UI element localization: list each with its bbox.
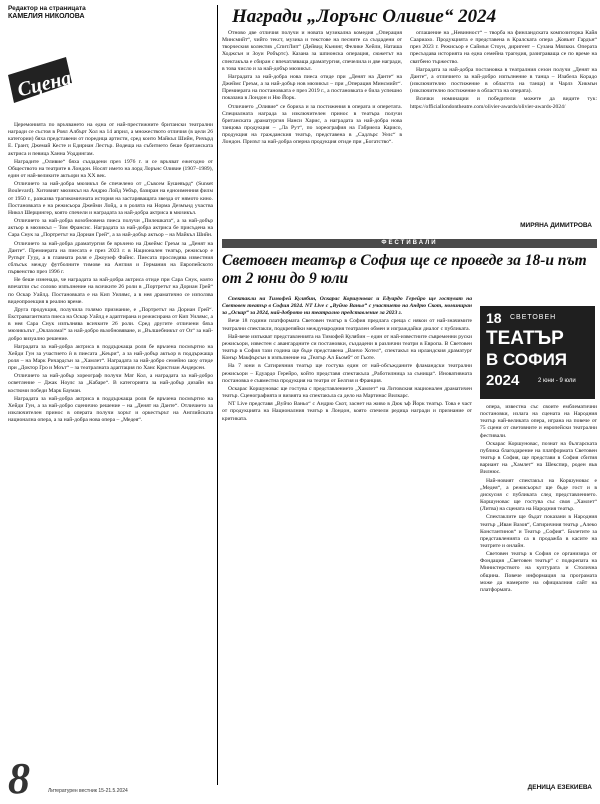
article-title: Награди „Лорънс Оливие“ 2024 <box>232 6 497 27</box>
poster-year: 2024 <box>486 372 520 389</box>
festival-column-b <box>480 404 597 779</box>
poster-dates: 2 юни - 9 юли <box>538 378 576 384</box>
festival-paragraph: Вече 18 години платформата Световен театър в София предлага среща с някои от най-значимите театрални спектакли, подкрепяйки международния театрален обмен и изграждайки диалог с публиката. <box>222 318 472 332</box>
festival-author: ДЕНИЦА ЕЗЕКИЕВА <box>527 784 592 791</box>
article1-paragraph: Отново две отличия получи и новата музикална комедия „Операция Минсмийт“, чийто текст, музика и текстове на песните са създадени от творческия колектив „СпитЛип“ (Дейвид Кънинг, Фелике Хейли, Наташа Ходжсън и Зоуи Робъртс). Казана за шпионска операция, сюжетът на спектакъла е сбиран с впечатляваща драматургия, спечелила и две награди, в това число и за най-добър мюзикъл. <box>222 30 402 72</box>
article1-paragraph: Всички номинации и победители можете да видите тук: https://officiallondontheatre.com/olivier-awards/olivier-awards-2024/ <box>410 96 597 110</box>
article1-column-a <box>222 30 402 225</box>
section-logo-graphic <box>6 55 74 105</box>
editor-name: КАМЕЛИЯ НИКОЛОВА <box>8 13 85 21</box>
poster-number: 18 <box>486 310 502 326</box>
festival-paragraph: Оскарас Коршуновас ще гостува с представлението „Хамлет“ на Литовския национален драматичен театър. Сценографията и визията на спектакъла са дело на Мартинас Вилкарс. <box>222 385 472 400</box>
article1-author: МИРЯНА ДИМИТРОВА <box>520 222 592 229</box>
left-paragraph: Отличието за най-добър хореограф получи Мат Кол, а наградата за най-добро осветление – Джак Ноулс за „Кабаре“. В категорията за най-добър дизайн на костюми победи Марк Бауман. <box>8 373 213 394</box>
festival-paragraph: NT Live представя „Вуйчо Ваньо“ с Андрю Скот, заснет на живо в Дюк ъф Йорк театър. Това е част от продукцията на Националния театър в Лондон, която спечели редица награди и признание от критиката. <box>222 401 472 422</box>
poster-word2: В СОФИЯ <box>486 350 568 369</box>
article1-column-b <box>410 30 597 220</box>
left-paragraph: Наградата за най-добра актриса в поддържаща роля бе връчена посмъртно на Хейди Гун, а за най-добро сценично решение – на „Денят на Данте“. Отличието за изключителен принос в операта получи хорът и оркестърът на Английската национална опера, а за най-добра нова опера – „Медея“. <box>8 395 213 424</box>
column-divider <box>217 5 218 785</box>
article1-paragraph: Отличието „Оливие“ се бориха и за постижения в операта и оперетата. Специалната награда за изключителен принос в театъра получи британската драматургия Нанси Харис, а наградата за най-добра нова танцова продукция – „Ла Рут“, по хореография на Габриела Карисо, продукция на гражданския театър, представена в „Садлърс Уелс“ в Лондон. Призът за най-добра оперна продукция отиде при „Богатство“. <box>222 103 402 146</box>
section-logo-text: Сцена <box>15 66 74 102</box>
festival-paragraph: Най-новият спектакъл на Коршуновас е „Медея“, а режисьорът ще бъде гост и в дискусия с публиката след представлението. Коршуновас ще гостува със своя „Хамлет“ (Литва) на сцената на Народния театър. <box>480 477 597 513</box>
left-paragraph: Отличието за най-добра драматургия бе връчено на Джеймс Греъм за „Денят на Данте“. Премиерата на пиесата е през 2023 г. в Национален театър, режисьор е Рупърт Гууд, а в главната роля е Джоузеф Файнс. Пиесата проследява известния сблъсък между футболните тимове на Англия и Германия на Европейското първенство през 1996 г. <box>8 240 213 276</box>
article1-paragraph: Наградата за най-добра постановка в театралния сезон получи „Денят на Данте“, а отличието за най-добро изпълнение в танца – Изабела Корадо (изключително постижение в областта на танца) и Чарлз Хикмън (изключително постижение в областта на операта). <box>410 66 597 95</box>
festival-paragraph: Най-вече изпъкват представленията на Тимофей Кулябин – един от най-известните съвременни руски режисьори, известен с авангардните си постановки, създадени в различни театри в Европа. В Световен театър в София тази година ще бъде представена „Ванчо Хотел“, спектакъл на ирландския драматург Конър Макфърсън в изпълнение на „Театър Ал Бьомб“ от Гьоте. <box>222 333 472 362</box>
page-number: 8 <box>8 754 30 803</box>
festival-paragraph: опера, известна със своите емблематични постановки, излага на сцената на Народния театър най-великата опера, играна на повече от 75 сцени от световните и европейски театрални фестивали. <box>480 404 597 439</box>
left-paragraph: Не беше изненада, че наградата за най-добра актриса отиде при Сара Снук, която впечатли със солово изпълнение на всичките 26 роли в „Портретът на Дориан Грей“ по Оскар Уайлд. Постановката е на Кип Уилямс, а в нея драматично се използва видеопроекция в реално време. <box>8 277 213 305</box>
festival-paragraph: На 7 юни в Сатиричния театър ще гостува един от най-обсъжданите фламандски театрални режисьори – Едуардо Герейро, който представя спектакъла „Работилница за сънища“. Иновативната постановка е съвместна продукция на театри от Белгия и Франция. <box>222 363 472 384</box>
left-paragraph: Отличието за най-добра возобновена пиеса получи „Пилешката“, а за най-добър актьор в мюзикъл – Том Франсис. Наградата за най-добра актриса бе присъдена на Сара Снук за „Портретът на Дориан Грей“, а за най-добър актьор – на Майкъл Шийн. <box>8 218 213 239</box>
poster-word1: ТЕАТЪР <box>486 328 564 349</box>
festival-lede: Спектакли на Тимофей Кулябин, Оскарас Коршуновас и Едуардо Герейро ще гостуват на Световен театър в София 2024. NT Live с „Вуйчо Ваньо“ с участието на Андрю Скот, номиниран за „Оскар“ за 2024, най-доброто ни театрално представление за 2023 г. <box>222 296 472 317</box>
issue-info: Литературен вестник 15-21.5.2024 <box>48 788 128 794</box>
editor-role: Редактор на страницата <box>8 5 86 12</box>
left-paragraph: Друга продукция, получила голямо признание, е „Портретът на Дориан Грей“. Екстравагантната пиеса на Оскар Уайлд е адаптирана и режисирана от Кип Уилямс, а в нея Сара Снук изпълнява всичките 26 роли. Сред другите отличени бяха мюзикълът „Оклахома!“ за най-добро възобновяване, и „Вълшебникът от Оз“ за най-добро визуално решение. <box>8 306 213 342</box>
section-band: ФЕСТИВАЛИ <box>222 239 597 248</box>
left-column <box>8 122 213 782</box>
festival-paragraph: Световен театър в София се организира от Фондация „Световен театър“ с подкрепата на Министерството на културата и Столична община. Повече информация за програмата може да намерите на официалния сайт на платформата. <box>480 551 597 593</box>
left-paragraph: Наградата за най-добра актриса в поддържаща роля бе връчена посмъртно на Хейди Гун за участието ѝ в пиесата „Кеъри“, а за най-добър актьор в поддържаща роля – на Марк Ричардсън за „Хамлет“. Наградата за най-добро семейно шоу отиде при „Доктор Гро и Моът“ – за театралната адаптация по Ханс Кристиан Андерсен. <box>8 343 213 372</box>
festival-column-a <box>222 296 472 784</box>
section-logo <box>6 55 74 105</box>
left-paragraph: Наградите „Оливие“ бяха създадени през 1976 г. и се връчват ежегодно от Обществото на театрите в Лондон. Носят името на лорд Лорънс Оливие (1907–1989), един от най-великите актьори на ХХ век. <box>8 158 213 180</box>
festival-poster <box>480 306 595 399</box>
left-paragraph: Отличието за най-добра мюзикъл бе спечелено от „Съвсем Бушевърд“ (Sunset Boulevard). Хитовият мюзикъл на Андрю Лойд Уебър, базиран на едноименния филм от 1950 г., разказва трагикомичната история на застаряващата звезда от нямото кино. Постановката е на режисьора Джейми Лойд, а в ролята на Норма Дезмънд участва Никол Шерцингер, която спечели и наградата за най-добра актриса в мюзикъл. <box>8 181 213 216</box>
article1-paragraph: Наградата за най-добра нова пиеса отиде при „Денят на Данте“ на Джеймс Греъм, а за най-добър нов мюзикъл – при „Операция Минсмийт“. Премиерата на постановката е през 2019 г., а постановката е била успешно показана в Лондон и Ню Йорк. <box>222 73 402 102</box>
left-paragraph: Церемонията по връчването на една от най-престижните британски театрални награди се състоя в Роял Албърт Хол на 14 април, а множеството отличия (в цели 26 категории) бяха представени от поредица артисти, сред които Майкъл Шийн, Ричърд Е. Грант, Джемай Кесте и Едириан Лестър. Водеща на събитието беше британската актриса и певица Ханна Уоддингам. <box>8 122 213 157</box>
festival-paragraph: Оскарас Коршуновас, познат на българската публика благодарение на платформата Световен театър в София, ще представи в София сбития вариант на „Хамлет“ на Шекспир, роден във Вилнюс. <box>480 440 597 476</box>
festival-title: Световен театър в София ще се проведе за 18-и път от 2 юни до 9 юли <box>222 252 587 287</box>
poster-label: СВЕТОВЕН <box>510 314 557 321</box>
editor-credit <box>8 5 138 22</box>
festival-paragraph: Спектаклите ще бъдат показани в Народния театър „Иван Вазов“, Сатиричния театър „Алеко Константинов“ и Театър „София“. Билетите за представленията са в продажба в касите на театрите и онлайн. <box>480 514 597 549</box>
article1-paragraph: оглашение на „Невинност“ – творба на финландската композиторка Кайя Саариахо. Продукцията е представена в Кралската опера „Ковънт Гардън“ през 2023 г. Режисьор е Саймън Стоун, диригент – Сузана Мялкки. Операта пресъздава историята на една семейна трагедия, разиграваща се по време на сватбено тържество. <box>410 30 597 65</box>
